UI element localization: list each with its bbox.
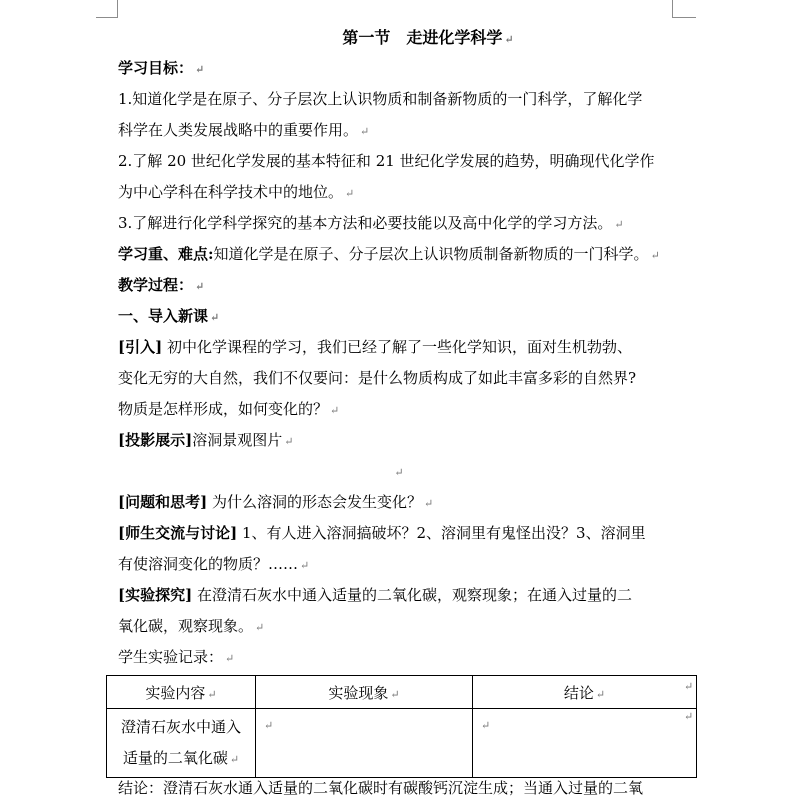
experiment-line-1: [实验探究] 在澄清石灰水中通入适量的二氧化碳，观察现象；在通入过量的二 [118, 586, 632, 604]
experiment-label: [实验探究] [118, 586, 193, 604]
question-label: [问题和思考] [118, 493, 208, 511]
paragraph-mark-icon: ↵ [360, 125, 370, 138]
paragraph-mark-icon: ↵ [614, 218, 624, 231]
document-page [118, 22, 678, 673]
image-placeholder-line [118, 456, 678, 487]
table-cell-conclusion[interactable] [473, 709, 697, 778]
experiment-line-2: 氧化碳，观察现象。 ↵ [118, 617, 265, 635]
page-corner-mark [672, 0, 673, 18]
table-cell-phenomenon[interactable] [256, 709, 473, 778]
section-1-heading: 一、导入新课 ↵ [118, 307, 220, 325]
discussion-line-2: 有使溶洞变化的物质？…… ↵ [118, 555, 310, 573]
page-corner-mark [96, 17, 118, 18]
paragraph-mark-icon: ↵ [504, 33, 514, 46]
table-row [107, 709, 697, 778]
key-points-label: 学习重、难点: [118, 245, 214, 263]
paragraph-mark-icon: ↵ [195, 280, 205, 293]
paragraph-mark-icon: ↵ [264, 719, 274, 732]
paragraph-mark-icon: ↵ [229, 752, 240, 766]
table-header-row [107, 676, 697, 709]
paragraph-mark-icon: ↵ [650, 249, 660, 262]
objective-2-line-2: 为中心学科在科学技术中的地位。 ↵ [118, 183, 355, 201]
page-corner-mark [672, 17, 696, 18]
intro-line-3: 物质是怎样形成，如何变化的？ ↵ [118, 400, 340, 418]
paragraph-mark-icon: ↵ [225, 652, 235, 665]
paragraph-mark-icon: ↵ [423, 497, 434, 510]
intro-line-1: [引入] 初中化学课程的学习，我们已经了解了一些化学知识，面对生机勃勃、 [118, 338, 632, 356]
paragraph-mark-icon: ↵ [284, 435, 294, 448]
intro-label: [引入] [118, 338, 163, 356]
question: [问题和思考] 为什么溶洞的形态会发生变化？ ↵ [118, 493, 434, 511]
paragraph-mark-icon: ↵ [330, 404, 340, 417]
paragraph-mark-icon: ↵ [595, 687, 606, 701]
document-title: 第一节 走进化学科学 ↵ [342, 28, 514, 47]
key-points-text: 知道化学是在原子、分子层次上认识物质制备新物质的一门科学。 [213, 245, 649, 263]
record-heading: 学生实验记录： ↵ [118, 648, 235, 666]
table-header-cell: 实验内容 ↵ [107, 676, 256, 709]
objective-1-line-2: 科学在人类发展战略中的重要作用。 ↵ [118, 121, 370, 139]
process-heading: 教学过程： ↵ [118, 276, 205, 294]
key-points [118, 239, 678, 270]
paragraph-mark-icon: ↵ [481, 719, 491, 732]
table-header-cell: 结论 ↵ [473, 676, 697, 709]
row-end-mark-icon: ↵ [684, 710, 694, 723]
discussion-line-1: [师生交流与讨论] 1、有人进入溶洞搞破坏？2、溶洞里有鬼怪出没？3、溶洞里 [118, 524, 646, 542]
paragraph-mark-icon: ↵ [394, 466, 404, 479]
objective-1-line-1: 1.知道化学是在原子、分子层次上认识物质和制备新物质的一门科学，了解化学 [118, 90, 643, 108]
paragraph-mark-icon: ↵ [255, 621, 265, 634]
experiment-record-table [106, 675, 697, 778]
page-corner-mark [117, 0, 118, 18]
intro-line-2: 变化无穷的大自然，我们不仅要问：是什么物质构成了如此丰富多彩的自然界? [118, 369, 637, 387]
paragraph-mark-icon: ↵ [210, 311, 220, 324]
objectives-heading: 学习目标： ↵ [118, 59, 205, 77]
projection: [投影展示]溶洞景观图片 ↵ [118, 431, 294, 449]
objective-2-line-1: 2.了解 20 世纪化学发展的基本特征和 21 世纪化学发展的趋势，明确现代化学作 [118, 152, 655, 170]
paragraph-mark-icon: ↵ [390, 687, 400, 701]
paragraph-mark-icon: ↵ [195, 63, 205, 76]
projection-label: [投影展示] [118, 431, 193, 449]
objective-3: 3.了解进行化学科学探究的基本方法和必要技能以及高中化学的学习方法。 ↵ [118, 214, 624, 232]
table-header-cell: 实验现象 ↵ [256, 676, 473, 709]
conclusion-line: 结论：澄清石灰水通入适量的二氧化碳时有碳酸钙沉淀生成；当通入过量的二氧 [118, 779, 644, 797]
paragraph-mark-icon: ↵ [345, 187, 355, 200]
discussion-label: [师生交流与讨论] [118, 524, 238, 542]
paragraph-mark-icon: ↵ [207, 687, 217, 701]
row-end-mark-icon: ↵ [684, 680, 694, 693]
paragraph-mark-icon: ↵ [300, 559, 310, 572]
table-cell-content: 澄清石灰水中通入 适量的二氧化碳 ↵ [107, 709, 256, 778]
